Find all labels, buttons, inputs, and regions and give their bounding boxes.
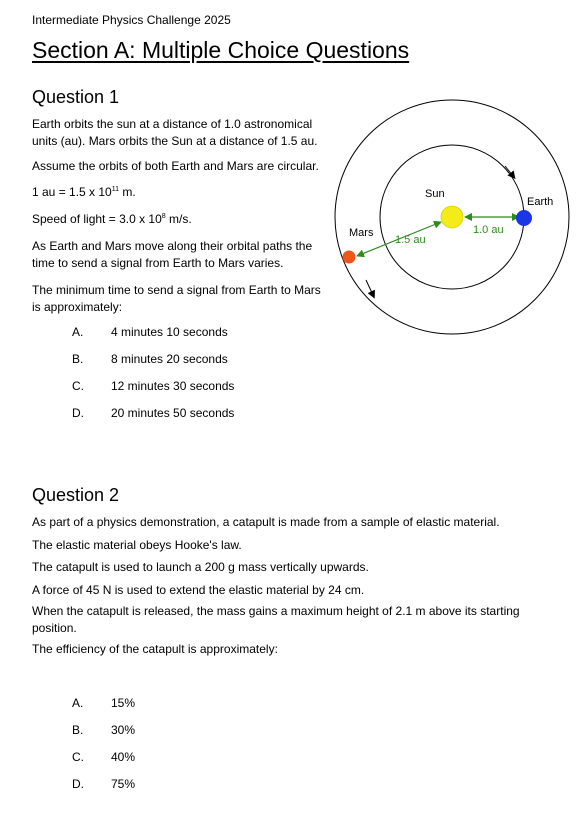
q1-au-prefix: 1 au = 1.5 x 10 [32, 185, 112, 199]
q2-option-c-text[interactable]: 40% [111, 750, 136, 764]
q2-paragraph-3: The catapult is used to launch a 200 g mass vertically upwards. [32, 560, 369, 574]
q1-option-b-letter: B. [72, 352, 84, 366]
q2-paragraph-5: When the catapult is released, the mass gains a maximum height of 2.1 m above its starting position. [32, 604, 520, 635]
sun-icon [441, 206, 463, 228]
q1-option-b-text[interactable]: 8 minutes 20 seconds [111, 352, 228, 366]
section-title: Section A: Multiple Choice Questions [32, 37, 410, 63]
q1-option-a-text[interactable]: 4 minutes 10 seconds [111, 325, 228, 339]
q2-paragraph-6: The efficiency of the catapult is approximately: [32, 642, 278, 656]
mars-icon [343, 251, 356, 264]
q1-paragraph-3: As Earth and Mars move along their orbital paths the time to send a signal from Earth to Mars varies. [32, 239, 313, 270]
q1-paragraph-4: The minimum time to send a signal from Earth to Mars is approximately: [32, 283, 321, 314]
q1-au-exponent: 11 [111, 186, 120, 193]
competition-title: Intermediate Physics Challenge 2025 [32, 13, 231, 27]
question-1-heading: Question 1 [32, 87, 120, 107]
q1-light-prefix: Speed of light = 3.0 x 10 [32, 212, 162, 226]
mars-label: Mars [349, 227, 374, 239]
q1-option-d-text[interactable]: 20 minutes 50 seconds [111, 406, 235, 420]
q1-paragraph-1: Earth orbits the sun at a distance of 1.0 astronomical units (au). Mars orbits the Sun at a distance of 1.5 au. [32, 117, 318, 148]
earth-distance-label: 1.0 au [473, 224, 504, 236]
q1-option-d-letter: D. [72, 406, 84, 420]
q1-paragraph-2: Assume the orbits of both Earth and Mars are circular. [32, 159, 319, 173]
q2-option-b-text[interactable]: 30% [111, 723, 136, 737]
q2-option-a-letter: A. [72, 696, 84, 710]
q1-au-suffix: m. [119, 185, 136, 199]
q1-option-c-text[interactable]: 12 minutes 30 seconds [111, 379, 235, 393]
q2-option-a-text[interactable]: 15% [111, 696, 136, 710]
q2-paragraph-4: A force of 45 N is used to extend the elastic material by 24 cm. [32, 583, 365, 597]
q2-option-b-letter: B. [72, 723, 84, 737]
question-2-heading: Question 2 [32, 485, 120, 505]
earth-icon [516, 210, 532, 226]
q1-light-suffix: m/s. [165, 212, 192, 226]
q2-option-d-text[interactable]: 75% [111, 777, 136, 791]
q1-option-c-letter: C. [72, 379, 84, 393]
q2-option-d-letter: D. [72, 777, 84, 791]
q1-light-exponent: 8 [161, 213, 166, 220]
sun-label: Sun [425, 188, 445, 200]
q2-paragraph-1: As part of a physics demonstration, a catapult is made from a sample of elastic material. [32, 515, 500, 529]
earth-orbit-direction-arrow [505, 166, 513, 176]
q1-option-a-letter: A. [72, 325, 84, 339]
q2-paragraph-2: The elastic material obeys Hooke's law. [32, 538, 242, 552]
mars-orbit-direction-arrow [366, 280, 373, 295]
mars-distance-label: 1.5 au [395, 234, 426, 246]
q2-option-c-letter: C. [72, 750, 84, 764]
earth-label: Earth [527, 196, 554, 208]
